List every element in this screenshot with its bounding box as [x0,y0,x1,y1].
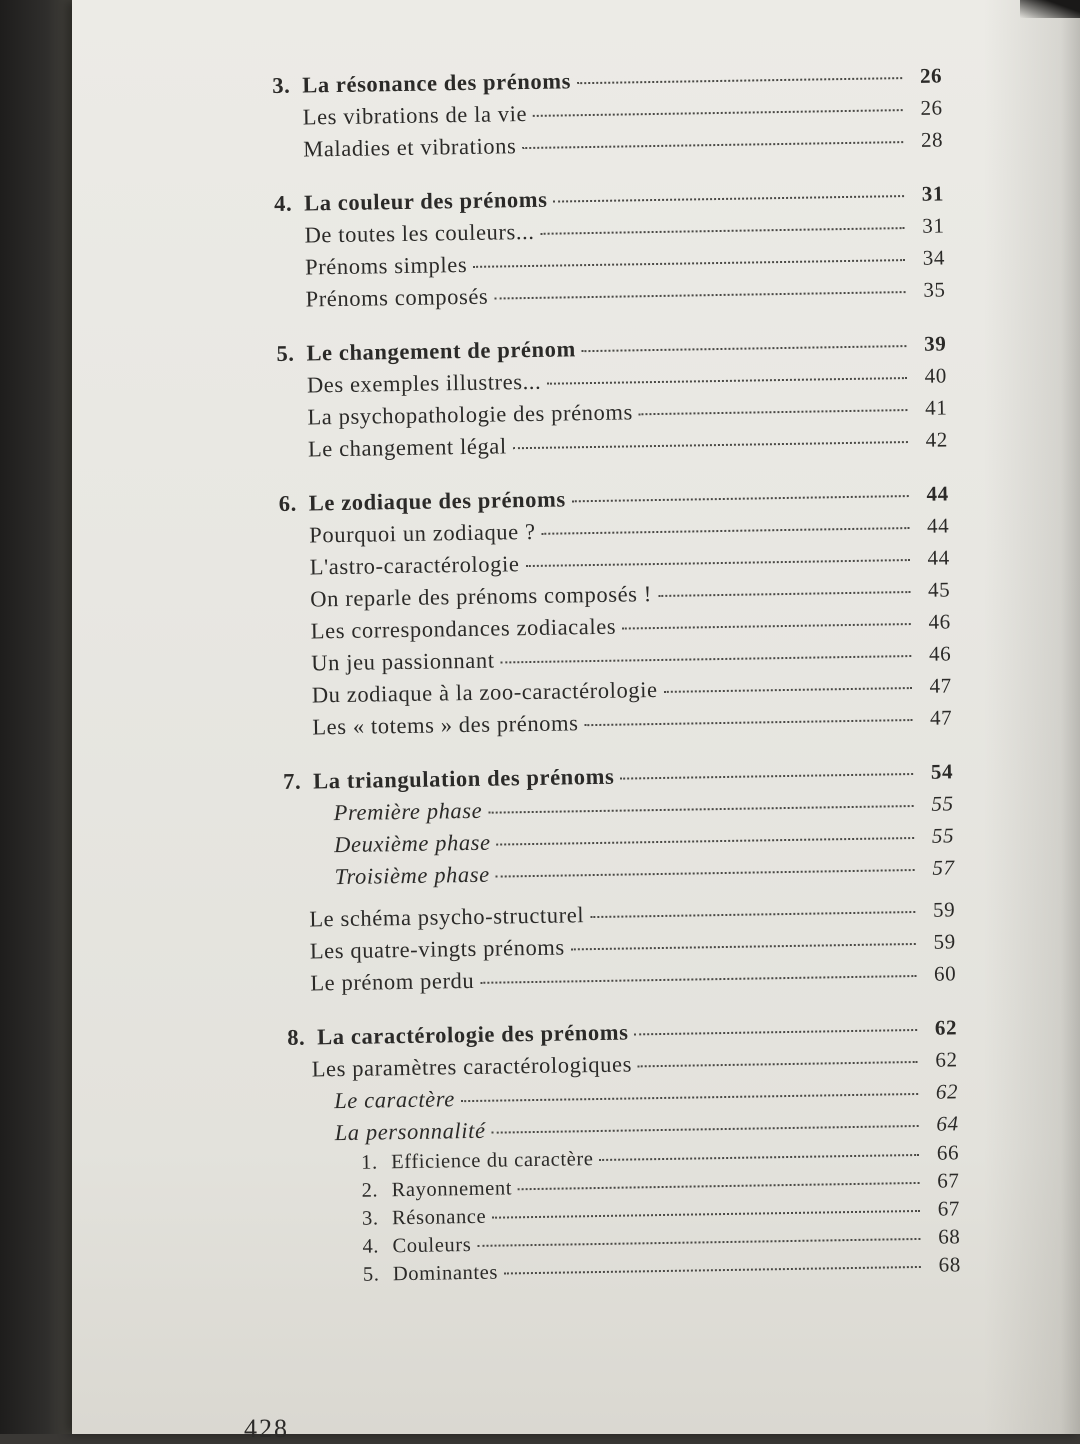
entry-page-number: 62 [934,1015,958,1040]
entry-title: La caractérologie des prénoms [316,1019,629,1050]
entry-number: 7. [282,768,302,794]
dot-leader [477,1238,920,1247]
entry-title: Pourquoi un zodiaque ? [309,518,536,548]
entry-title: Rayonnement [391,1177,513,1202]
dot-leader [622,623,911,630]
entry-number: 3. [272,72,291,98]
dot-leader [571,943,916,950]
page-number: 428 [244,1414,289,1443]
entry-number: 5. [362,1263,380,1286]
entry-page-number: 31 [921,181,945,206]
entry-page-number: 62 [935,1047,958,1072]
entry-number: 8. [287,1024,306,1050]
entry-page-number: 44 [927,545,950,570]
entry-page-number: 44 [926,481,949,506]
entry-page-number: 28 [920,127,944,152]
dot-leader [547,377,907,385]
dot-leader [492,1125,919,1134]
dot-leader [513,441,908,449]
entry-number: 5. [276,340,295,366]
entry-page-number: 67 [937,1196,961,1221]
entry-page-number: 39 [923,331,947,356]
entry-page-number: 35 [923,277,946,302]
entry-number: 1. [361,1151,378,1174]
entry-page-number: 60 [933,961,957,986]
dot-leader [638,1061,918,1067]
dot-leader [533,109,903,117]
entry-title: Efficience du caractère [390,1148,594,1174]
dot-leader [525,559,909,567]
entry-title: Des exemples illustres... [306,368,542,398]
dot-leader [492,1210,920,1219]
entry-number: 4. [273,190,293,216]
dot-leader [488,805,913,814]
dot-leader [542,527,910,535]
table-of-contents [272,59,961,1289]
dot-leader [590,911,915,918]
dot-leader [582,345,907,352]
entry-title: Troisième phase [334,861,490,890]
entry-title: Première phase [333,797,483,826]
entry-title: Deuxième phase [333,829,491,858]
entry-title: Dominantes [392,1261,499,1286]
entry-title: La psychopathologie des prénoms [307,399,634,430]
entry-page-number: 44 [926,513,950,538]
dot-leader [518,1182,920,1190]
entry-title: Le zodiaque des prénoms [308,486,566,516]
corner-shadow [1020,0,1080,18]
entry-number: 4. [362,1235,380,1258]
entry-title: Les « totems » des prénoms [312,710,579,740]
entry-title: Le prénom perdu [310,967,475,996]
dot-leader [461,1093,918,1102]
entry-title: Les paramètres caractérologiques [311,1051,633,1082]
dot-leader [541,227,905,235]
entry-page-number: 67 [937,1168,960,1193]
entry-page-number: 26 [919,63,943,88]
entry-page-number: 46 [928,641,952,666]
entry-page-number: 47 [929,705,953,730]
entry-title: Le schéma psycho-structurel [309,902,585,932]
entry-title: Du zodiaque à la zoo-caractérologie [311,677,658,708]
dot-leader [501,655,912,663]
dot-leader [554,195,905,203]
dot-leader [504,1266,921,1275]
dot-leader [572,495,909,502]
entry-page-number: 40 [924,363,948,388]
dot-leader [599,1154,919,1161]
entry-page-number: 59 [933,929,956,954]
entry-page-number: 42 [925,427,949,452]
entry-title: La triangulation des prénoms [312,763,615,794]
background-left [0,0,78,1434]
entry-number: 3. [361,1207,379,1230]
dot-leader [585,719,913,726]
entry-page-number: 64 [936,1111,959,1136]
entry-title: Le changement de prénom [306,336,577,366]
entry-title: Le changement légal [307,433,507,462]
dot-leader [634,1029,917,1035]
entry-page-number: 47 [929,673,952,698]
entry-title: Le caractère [334,1086,456,1114]
dot-leader [639,409,908,415]
entry-page-number: 34 [922,245,946,270]
page-gutter-shadow [984,0,1080,1434]
entry-page-number: 59 [932,897,956,922]
entry-page-number: 57 [932,855,955,880]
dot-leader [497,837,915,846]
entry-page-number: 45 [927,577,951,602]
entry-title: Maladies et vibrations [303,133,517,162]
entry-title: Les vibrations de la vie [302,101,528,130]
entry-title: Résonance [391,1205,487,1230]
entry-page-number: 46 [928,609,951,634]
dot-leader [620,773,913,780]
entry-title: Prénoms composés [305,283,489,312]
entry-page-number: 68 [938,1252,962,1277]
entry-title: Les quatre-vingts prénoms [309,934,565,964]
dot-leader [473,259,905,268]
dot-leader [658,591,910,597]
entry-page-number: 41 [924,395,948,420]
dot-leader [577,77,902,84]
entry-title: La couleur des prénoms [303,186,548,216]
entry-page-number: 62 [935,1079,959,1104]
entry-page-number: 26 [920,95,943,120]
entry-title: Couleurs [392,1234,472,1258]
entry-title: La personnalité [334,1117,486,1146]
entry-title: On reparle des prénoms composés ! [310,581,653,612]
entry-title: Prénoms simples [304,251,468,280]
entry-title: Un jeu passionnant [311,647,495,676]
entry-page-number: 54 [930,759,954,784]
entry-page-number: 66 [936,1140,960,1165]
entry-title: L'astro-caractérologie [309,551,520,580]
entry-title: De toutes les couleurs... [304,218,535,248]
entry-page-number: 68 [938,1224,961,1249]
dot-leader [494,291,905,299]
entry-number: 2. [361,1179,379,1202]
entry-title: La résonance des prénoms [302,68,572,98]
entry-page-number: 55 [931,823,955,848]
dot-leader [664,687,912,693]
dot-leader [496,869,915,878]
dot-leader [522,141,903,149]
entry-page-number: 55 [931,791,954,816]
entry-number: 6. [278,490,298,516]
entry-page-number: 31 [922,213,945,238]
dot-leader [480,975,916,984]
entry-title: Les correspondances zodiacales [310,613,617,644]
